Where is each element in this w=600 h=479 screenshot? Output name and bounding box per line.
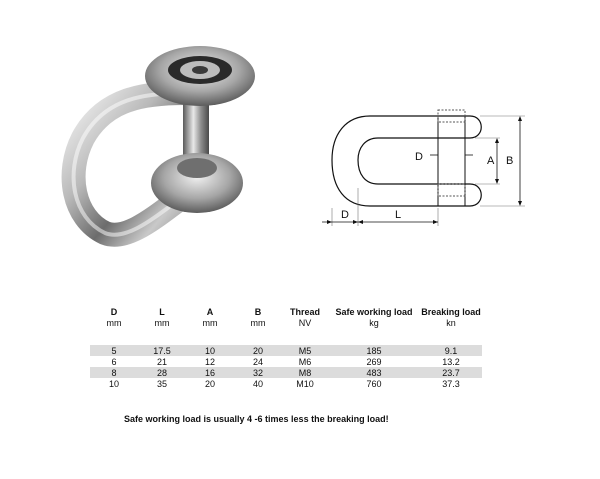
unit-cell: mm <box>250 318 266 328</box>
table-row <box>90 356 482 367</box>
table-cell: 12 <box>204 356 215 367</box>
header-thread: Thread <box>289 307 320 317</box>
table-cell: 6 <box>111 356 117 367</box>
table-cell: 17.5 <box>138 345 186 356</box>
dim-label-b: B <box>506 155 514 167</box>
unit-cell: mm <box>106 318 122 328</box>
dim-label-d: D <box>341 209 349 221</box>
table-cell: 8 <box>90 367 138 378</box>
header-b: B <box>254 307 262 317</box>
header-breaking-load: Breaking load <box>421 307 481 317</box>
table-cell: 28 <box>138 367 186 378</box>
table-cell: 5 <box>90 345 138 356</box>
table-cell: 37.3 <box>442 378 460 389</box>
table-cell: 32 <box>234 367 282 378</box>
header-safe-working-load: Safe working load <box>335 307 413 317</box>
unit-cell: NV <box>298 318 312 328</box>
dim-label-d-inner: D <box>415 151 423 163</box>
table-cell: 16 <box>186 367 234 378</box>
table-row <box>90 367 482 378</box>
table-cell: 24 <box>252 356 263 367</box>
table-cell: 483 <box>328 367 420 378</box>
unit-cell: mm <box>202 318 218 328</box>
table-cell: 10 <box>186 345 234 356</box>
table-cell: 9.1 <box>420 345 482 356</box>
table-cell: 20 <box>234 345 282 356</box>
table-cell: M6 <box>298 356 312 367</box>
header-l: L <box>159 307 165 317</box>
spacer-row <box>90 332 482 345</box>
header-row <box>90 306 482 318</box>
table-cell: 760 <box>366 378 382 389</box>
safety-note: Safe working load is usually 4 -6 times less the breaking load! <box>124 414 389 424</box>
table-cell: 40 <box>252 378 263 389</box>
table-cell: 269 <box>366 356 382 367</box>
table-cell: M8 <box>282 367 328 378</box>
shackle-photo <box>55 38 255 248</box>
dimension-drawing <box>310 100 540 230</box>
table-cell: 10 <box>108 378 119 389</box>
table-cell: 21 <box>156 356 167 367</box>
unit-cell: kn <box>446 318 456 328</box>
header-d: D <box>110 307 118 317</box>
table-cell: 20 <box>204 378 215 389</box>
table-cell: 13.2 <box>442 356 460 367</box>
table-row <box>90 378 482 389</box>
table-cell: 35 <box>156 378 167 389</box>
unit-cell: kg <box>369 318 379 328</box>
spec-table <box>90 306 482 389</box>
table-row <box>90 345 482 356</box>
dim-label-l: L <box>395 209 402 221</box>
units-row <box>90 318 482 332</box>
table-cell: 23.7 <box>420 367 482 378</box>
table-cell: M10 <box>296 378 314 389</box>
unit-cell: mm <box>154 318 170 328</box>
table-cell: 185 <box>328 345 420 356</box>
table-cell: M5 <box>282 345 328 356</box>
header-a: A <box>206 307 214 317</box>
dim-label-a: A <box>487 155 495 167</box>
